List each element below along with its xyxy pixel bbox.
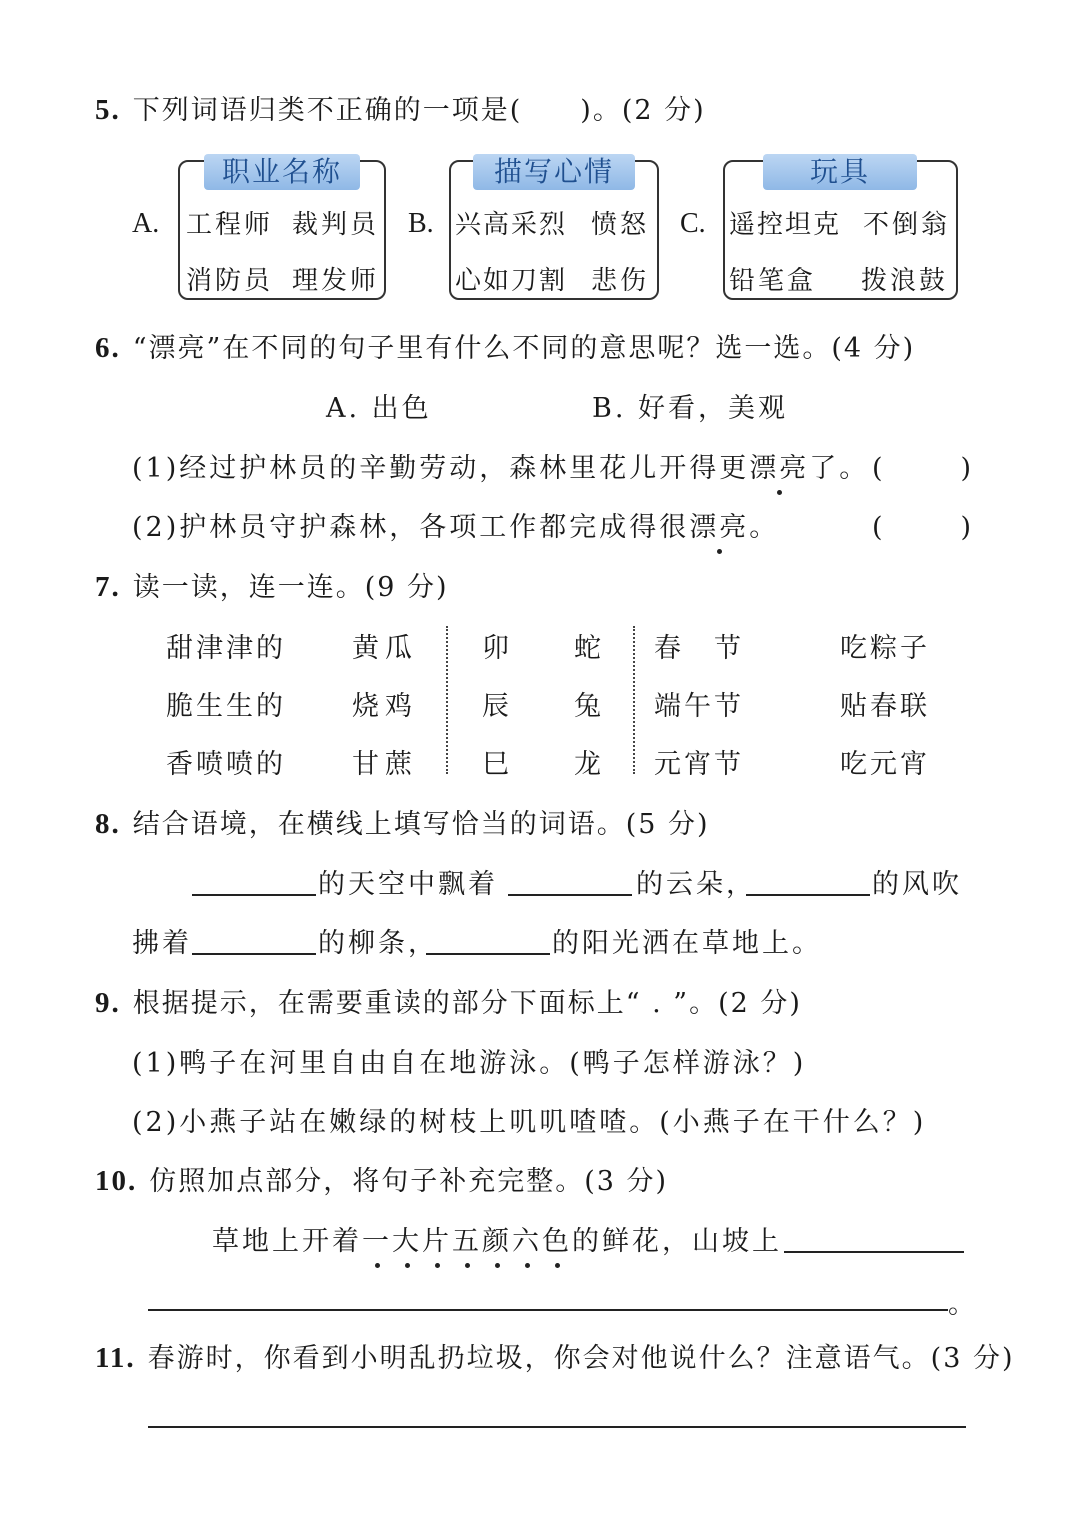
q7-col4-item: 龙 bbox=[574, 749, 604, 780]
q11-number: 11. bbox=[95, 1342, 136, 1374]
q11-answer-line[interactable] bbox=[148, 1426, 966, 1428]
q7-col1-item: 香喷喷的 bbox=[166, 749, 286, 780]
q9-sentence-2: (2)小燕子站在嫩绿的树枝上叽叽喳喳。(小燕子在干什么？) bbox=[132, 1107, 927, 1138]
q5-prompt bbox=[95, 88, 706, 127]
q5-group-a-tag: 职业名称 bbox=[204, 154, 360, 190]
q7-col1-item: 脆生生的 bbox=[166, 691, 286, 722]
q10-sentence-start: 草地上开着 bbox=[212, 1226, 362, 1257]
q6-s2-end: 。 bbox=[749, 512, 780, 543]
q8-text: 结合语境，在横线上填写恰当的词语。(5 分) bbox=[132, 809, 710, 840]
q6-option-a: A. 出色 bbox=[326, 393, 432, 424]
q10-number: 10. bbox=[95, 1165, 138, 1197]
q10-emphasis-char: 五 bbox=[452, 1219, 482, 1258]
q10-emphasis-char: 六 bbox=[512, 1219, 542, 1258]
q10-sentence-middle: 的鲜花，山坡上 bbox=[572, 1226, 782, 1257]
q8-blank-1[interactable] bbox=[192, 894, 316, 896]
q5-group-b-word: 愤怒 bbox=[591, 210, 650, 240]
q7-col6-item: 贴春联 bbox=[840, 691, 930, 722]
q5-option-b-letter: B. bbox=[408, 208, 434, 239]
q7-col2-item: 黄瓜 bbox=[352, 633, 418, 664]
q9-prompt bbox=[95, 981, 802, 1020]
q5-group-a-word: 裁判员 bbox=[292, 210, 380, 240]
q7-divider-1 bbox=[446, 626, 448, 774]
q6-option-b: B. 好看，美观 bbox=[592, 393, 789, 424]
q8-text-part: 的云朵， bbox=[636, 869, 756, 900]
q8-text-part: 拂着 bbox=[132, 928, 192, 959]
q8-blank-4[interactable] bbox=[192, 953, 316, 955]
q7-col3-item: 辰 bbox=[482, 691, 512, 722]
q8-blank-2[interactable] bbox=[508, 894, 632, 896]
q7-col1-item: 甜津津的 bbox=[166, 633, 286, 664]
q5-group-b-word: 兴高采烈 bbox=[455, 210, 568, 240]
q7-col2-item: 甘蔗 bbox=[352, 749, 418, 780]
q10-end-mark: 。 bbox=[948, 1289, 978, 1320]
q11-prompt bbox=[95, 1336, 1014, 1375]
q11-text: 春游时，你看到小明乱扔垃圾，你会对他说什么？注意语气。(3 分) bbox=[147, 1343, 1015, 1374]
q9-number: 9. bbox=[95, 987, 121, 1019]
q10-text: 仿照加点部分，将句子补充完整。(3 分) bbox=[149, 1166, 669, 1197]
q7-col4-item: 兔 bbox=[574, 691, 604, 722]
q5-group-b-box bbox=[449, 155, 659, 300]
q7-col2-item: 烧鸡 bbox=[352, 691, 418, 722]
q10-emphasis-char: 大 bbox=[392, 1219, 422, 1258]
q7-divider-2 bbox=[633, 626, 635, 774]
q10-blank-1[interactable] bbox=[784, 1251, 964, 1253]
q6-s1-emphasis: 漂亮 bbox=[749, 446, 809, 485]
q5-group-b-word: 心如刀割 bbox=[455, 266, 568, 296]
q8-number: 8. bbox=[95, 808, 121, 840]
q6-prompt bbox=[95, 326, 915, 365]
q7-text: 读一读，连一连。(9 分) bbox=[132, 572, 449, 603]
q6-sentence-2 bbox=[132, 505, 779, 544]
q5-group-c-word: 遥控坦克 bbox=[729, 210, 842, 240]
q5-group-c-word: 拨浪鼓 bbox=[861, 266, 949, 296]
q5-group-a-word: 理发师 bbox=[292, 266, 380, 296]
q8-text-part: 的阳光洒在草地上。 bbox=[552, 928, 822, 959]
q10-blank-2[interactable] bbox=[148, 1309, 948, 1311]
q7-number: 7. bbox=[95, 571, 121, 603]
q5-group-a-word: 工程师 bbox=[186, 210, 274, 240]
q9-text: 根据提示，在需要重读的部分下面标上“ . ”。(2 分) bbox=[132, 988, 802, 1019]
q8-text-part: 的风吹 bbox=[872, 869, 962, 900]
q10-emphasis-char: 片 bbox=[422, 1219, 452, 1258]
q7-col4-item: 蛇 bbox=[574, 633, 604, 664]
q7-prompt bbox=[95, 565, 449, 604]
q10-prompt bbox=[95, 1159, 668, 1198]
q6-s1-text: (1)经过护林员的辛勤劳动，森林里花儿开得更 bbox=[132, 453, 750, 484]
q10-emphasis-char: 颜 bbox=[482, 1219, 512, 1258]
q6-s2-emphasis: 漂亮 bbox=[689, 505, 749, 544]
q5-group-c-tag: 玩具 bbox=[763, 154, 917, 190]
q6-text: “漂亮”在不同的句子里有什么不同的意思呢？选一选。(4 分) bbox=[132, 333, 916, 364]
q6-number: 6. bbox=[95, 332, 121, 364]
q7-col6-item: 吃元宵 bbox=[840, 749, 930, 780]
q7-col5-item: 春 节 bbox=[654, 633, 744, 664]
q8-text-part: 的天空中飘着 bbox=[318, 869, 498, 900]
q5-group-a-word: 消防员 bbox=[186, 266, 274, 296]
q7-col5-item: 元宵节 bbox=[654, 749, 744, 780]
q5-group-b-tag: 描写心情 bbox=[473, 154, 635, 190]
q8-text-part: 的柳条， bbox=[318, 928, 438, 959]
q7-col5-item: 端午节 bbox=[654, 691, 744, 722]
q8-prompt bbox=[95, 802, 710, 841]
q5-group-b-word: 悲伤 bbox=[591, 266, 650, 296]
q8-blank-3[interactable] bbox=[746, 894, 870, 896]
q10-emphasis-char: 一 bbox=[362, 1219, 392, 1258]
q6-s1-end: 了。 bbox=[809, 453, 870, 484]
q6-answer-paren-1[interactable]: ( ) bbox=[872, 453, 980, 484]
q5-group-a-box bbox=[178, 155, 386, 300]
q6-s2-text: (2)护林员守护森林，各项工作都完成得很 bbox=[132, 512, 690, 543]
q5-number: 5. bbox=[95, 94, 121, 126]
q5-group-c-word: 铅笔盒 bbox=[729, 266, 817, 296]
q7-col3-item: 卯 bbox=[482, 633, 512, 664]
q9-sentence-1: (1)鸭子在河里自由自在地游泳。(鸭子怎样游泳？) bbox=[132, 1048, 807, 1079]
q5-text: 下列词语归类不正确的一项是( )。(2 分) bbox=[132, 95, 706, 126]
q5-group-c-word: 不倒翁 bbox=[863, 210, 951, 240]
q6-sentence-1 bbox=[132, 446, 869, 485]
q7-col6-item: 吃粽子 bbox=[840, 633, 930, 664]
q10-sentence bbox=[212, 1219, 782, 1258]
q5-option-a-letter: A. bbox=[132, 208, 160, 239]
q10-emphasis-char: 色 bbox=[542, 1219, 572, 1258]
q7-col3-item: 巳 bbox=[482, 749, 512, 780]
q5-group-c-box bbox=[723, 155, 958, 300]
q5-option-c-letter: C. bbox=[680, 208, 706, 239]
q6-answer-paren-2[interactable]: ( ) bbox=[872, 512, 980, 543]
q8-blank-5[interactable] bbox=[426, 953, 550, 955]
